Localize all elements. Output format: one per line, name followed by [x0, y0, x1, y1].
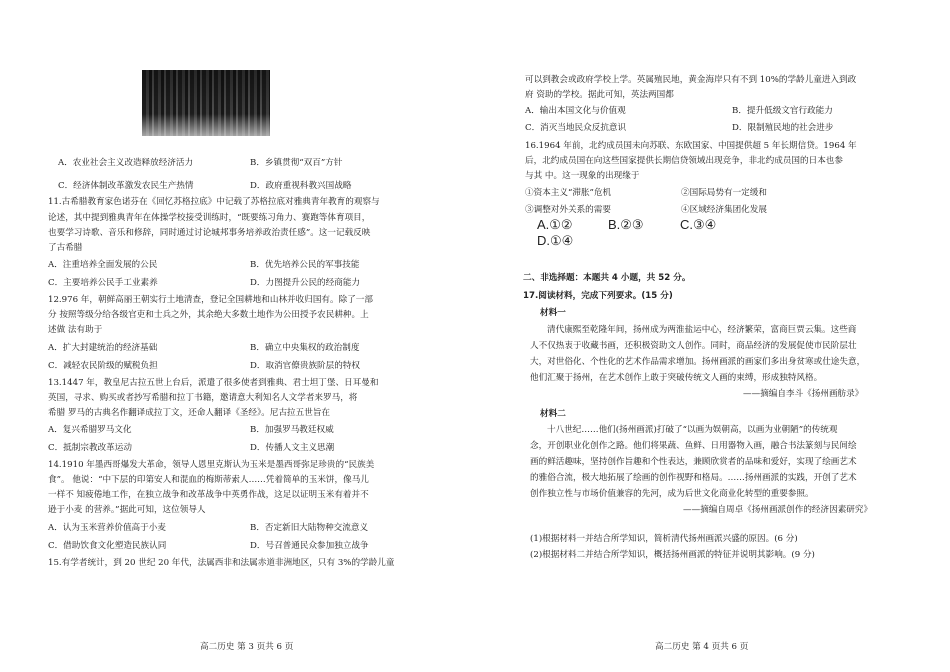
q15-stem-3: 府 资助的学校。据此可知，英法两国都 [525, 90, 674, 100]
section-2-heading: 二、非选择题：本题共 4 小题，共 52 分。 [523, 273, 691, 283]
q14-option-a[interactable]: A．认为玉米营养价值高于小麦 [48, 523, 166, 533]
q11-option-a[interactable]: A．注重培养全面发展的公民 [48, 260, 158, 270]
material-2-line-2: 念，开创职业化创作之路。他们将果蔬、鱼鲜、日用器物入画，融合书法篆刻与民间绘 [530, 441, 857, 451]
q16-stem-2: 后，北约成员国在向这些国家提供长期信贷领域出现竞争，非北约成员国的日本也参 [525, 156, 843, 166]
material-1-line-3: 大，对世俗化、个性化的艺术作品需求增加。扬州画派的画家们多出身贫寒或仕途失意， [530, 357, 866, 367]
q13-stem-1: 13.1447 年，教皇尼古拉五世上台后，派遣了很多使者到雅典、君士坦丁堡、日耳曼和 [48, 378, 379, 388]
q13-option-d[interactable]: D．传播人文主义思潮 [250, 443, 335, 453]
q17-requirement-1: (1)根据材料一并结合所学知识，简析清代扬州画派兴盛的原因。(6 分) [530, 534, 798, 544]
q14-option-c[interactable]: C．借助饮食文化塑造民族认同 [48, 541, 167, 551]
q16-item-3: ③调整对外关系的需要 [525, 205, 611, 215]
q11-stem-3: 也要学习诗歌、音乐和修辞，同时通过讨论城邦事务培养政治责任感”。这一记载反映 [48, 228, 371, 238]
q16-item-4: ④区域经济集团化发展 [681, 205, 767, 215]
material-2-title: 材料二 [540, 409, 566, 419]
q16-choice-c[interactable]: C.③④ [680, 217, 717, 232]
q10-option-c[interactable]: C．经济体制改革激发农民生产热情 [58, 181, 194, 191]
q13-stem-2: 英国，寻求、购买或者抄写希腊和拉丁书籍，邀请意大利知名人文学者来罗马，将 [48, 393, 358, 403]
material-2-line-5: 创作独立性与市场价值兼容的先河，成为后世文化商业化转型的重要参照。 [530, 489, 814, 499]
q16-choice-a[interactable]: A.①② [537, 217, 573, 232]
q11-option-b[interactable]: B．优先培养公民的军事技能 [250, 260, 360, 270]
page-footer: 高二历史 第 3 页共 6 页 [200, 642, 294, 652]
q16-choice-d[interactable]: D.①④ [537, 233, 574, 248]
q15-stem-1: 15.有学者统计，到 20 世纪 20 年代，法属西非和法属赤道非洲地区，只有 3%的学龄儿童 [48, 558, 395, 568]
q14-stem-3: 一样不 知疲倦地工作，在独立战争和改革战争中英勇作战，这足以证明玉米有着并不 [48, 490, 369, 500]
material-2-line-3: 画的鲜活趣味，坚持创作旨趣和个性表达，兼顾欣赏者的品味和爱好，实现了绘画艺术 [530, 457, 857, 467]
material-1-source: ——摘编自李斗《扬州画舫录》 [743, 389, 864, 399]
material-1-title: 材料一 [540, 308, 566, 318]
q10-option-b[interactable]: B．乡镇贯彻“双百”方针 [250, 158, 343, 168]
q13-stem-3: 希腊 罗马的古典名作翻译成拉丁文，还命人翻译《圣经》。尼古拉五世旨在 [48, 408, 331, 418]
q11-option-c[interactable]: C．主要培养公民手工业素养 [48, 278, 158, 288]
q12-stem-2: 分 按照等级分给各级官吏和士兵之外，其余绝大多数土地作为公田授予农民耕种。上 [48, 310, 369, 320]
q16-stem-1: 16.1964 年前，北约成员国未向苏联、东欧国家、中国提供超 5 年长期信贷。1964 年 [525, 141, 857, 151]
q12-option-a[interactable]: A．扩大封建统治的经济基础 [48, 343, 158, 353]
q11-stem-1: 11.古希腊教育家色诺芬在《回忆苏格拉底》中记载了苏格拉底对雅典青年教育的观察与 [48, 197, 380, 207]
material-2-source: ——摘编自周卓《扬州画派创作的经济因素研究》 [683, 505, 873, 515]
q14-option-b[interactable]: B．否定新旧大陆物种交流意义 [250, 523, 369, 533]
q13-option-a[interactable]: A．复兴希腊罗马文化 [48, 425, 132, 435]
q13-option-b[interactable]: B．加强罗马教廷权威 [250, 425, 334, 435]
q10-option-a[interactable]: A．农业社会主义改造释放经济活力 [58, 158, 194, 168]
q17-title: 17.阅读材料，完成下列要求。(15 分) [523, 291, 673, 301]
q12-option-d[interactable]: D．取消官僚贵族阶层的特权 [250, 361, 361, 371]
q15-option-c[interactable]: C．消灭当地民众反抗意识 [525, 123, 627, 133]
q17-requirement-2: (2)根据材料二并结合所学知识，概括扬州画派的特征并说明其影响。(9 分) [530, 550, 815, 560]
page-4 [475, 0, 950, 672]
material-2-line-1: 十八世纪……他们(扬州画派)打破了“以画为娱朝高，以画为业朝陋”的传统观 [547, 425, 838, 435]
q12-option-c[interactable]: C．减轻农民阶级的赋税负担 [48, 361, 158, 371]
material-2-line-4: 的雅俗合流，极大地拓展了绘画的创作视野和格局。……扬州画派的实践，开创了艺术 [530, 473, 857, 483]
q15-option-b[interactable]: B．提升低级文官行政能力 [732, 106, 833, 116]
q15-option-d[interactable]: D．限制殖民地的社会进步 [732, 123, 834, 133]
q11-stem-4: 了古希腊 [48, 243, 83, 253]
q10-option-d[interactable]: D．政府重视科教兴国战略 [250, 181, 352, 191]
q14-option-d[interactable]: D．号召普通民众参加独立战争 [250, 541, 369, 551]
q16-stem-3: 与其 中。这一现象的出现缘于 [525, 171, 640, 181]
q15-stem-2: 可以到教会或政府学校上学。英属殖民地，黄金海岸只有不到 10%的学龄儿童进入到政 [525, 75, 857, 85]
historical-photo [142, 70, 270, 136]
q12-option-b[interactable]: B．确立中央集权的政治制度 [250, 343, 360, 353]
material-1-line-1: 清代康熙至乾隆年间，扬州成为两淮盐运中心，经济繁荣，富商巨贾云集。这些商 [547, 325, 857, 335]
material-1-line-2: 人不仅热衷于收藏书画，还积极资助文人创作。同时，商品经济的发展促使市民阶层壮 [530, 341, 857, 351]
q14-stem-4: 逊于小麦 的营养。”据此可知，这位领导人 [48, 505, 206, 515]
q16-item-2: ②国际局势有一定缓和 [681, 188, 767, 198]
q11-stem-2: 论述，其中提到雅典青年在体操学校接受训练时，“既要练习角力、赛跑等体育项目， [48, 213, 371, 223]
q15-option-a[interactable]: A．输出本国文化与价值观 [525, 106, 626, 116]
q16-item-1: ①资本主义“滞胀”危机 [525, 188, 612, 198]
q13-option-c[interactable]: C．抵制宗教改革运动 [48, 443, 132, 453]
q16-choice-b[interactable]: B.②③ [608, 217, 644, 232]
q14-stem-2: 食”。 他说：“中下层的印第安人和混血的梅斯蒂索人……凭着简单的玉米饼，像马儿 [48, 475, 369, 485]
q12-stem-3: 述做 法有助于 [48, 325, 103, 335]
q14-stem-1: 14.1910 年墨西哥爆发大革命，领导人恩里克斯认为玉米是墨西哥弥足珍贵的“民族美 [48, 460, 375, 470]
q12-stem-1: 12.976 年，朝鲜高丽王朝实行土地清查，登记全国耕地和山林并收归国有。除了一部 [48, 295, 373, 305]
page-footer: 高二历史 第 4 页共 6 页 [655, 642, 749, 652]
material-1-line-4: 他们汇聚于扬州，在艺术创作上敢于突破传统文人画的束缚，形成独特风格。 [530, 373, 823, 383]
q11-option-d[interactable]: D．力图提升公民的经商能力 [250, 278, 361, 288]
